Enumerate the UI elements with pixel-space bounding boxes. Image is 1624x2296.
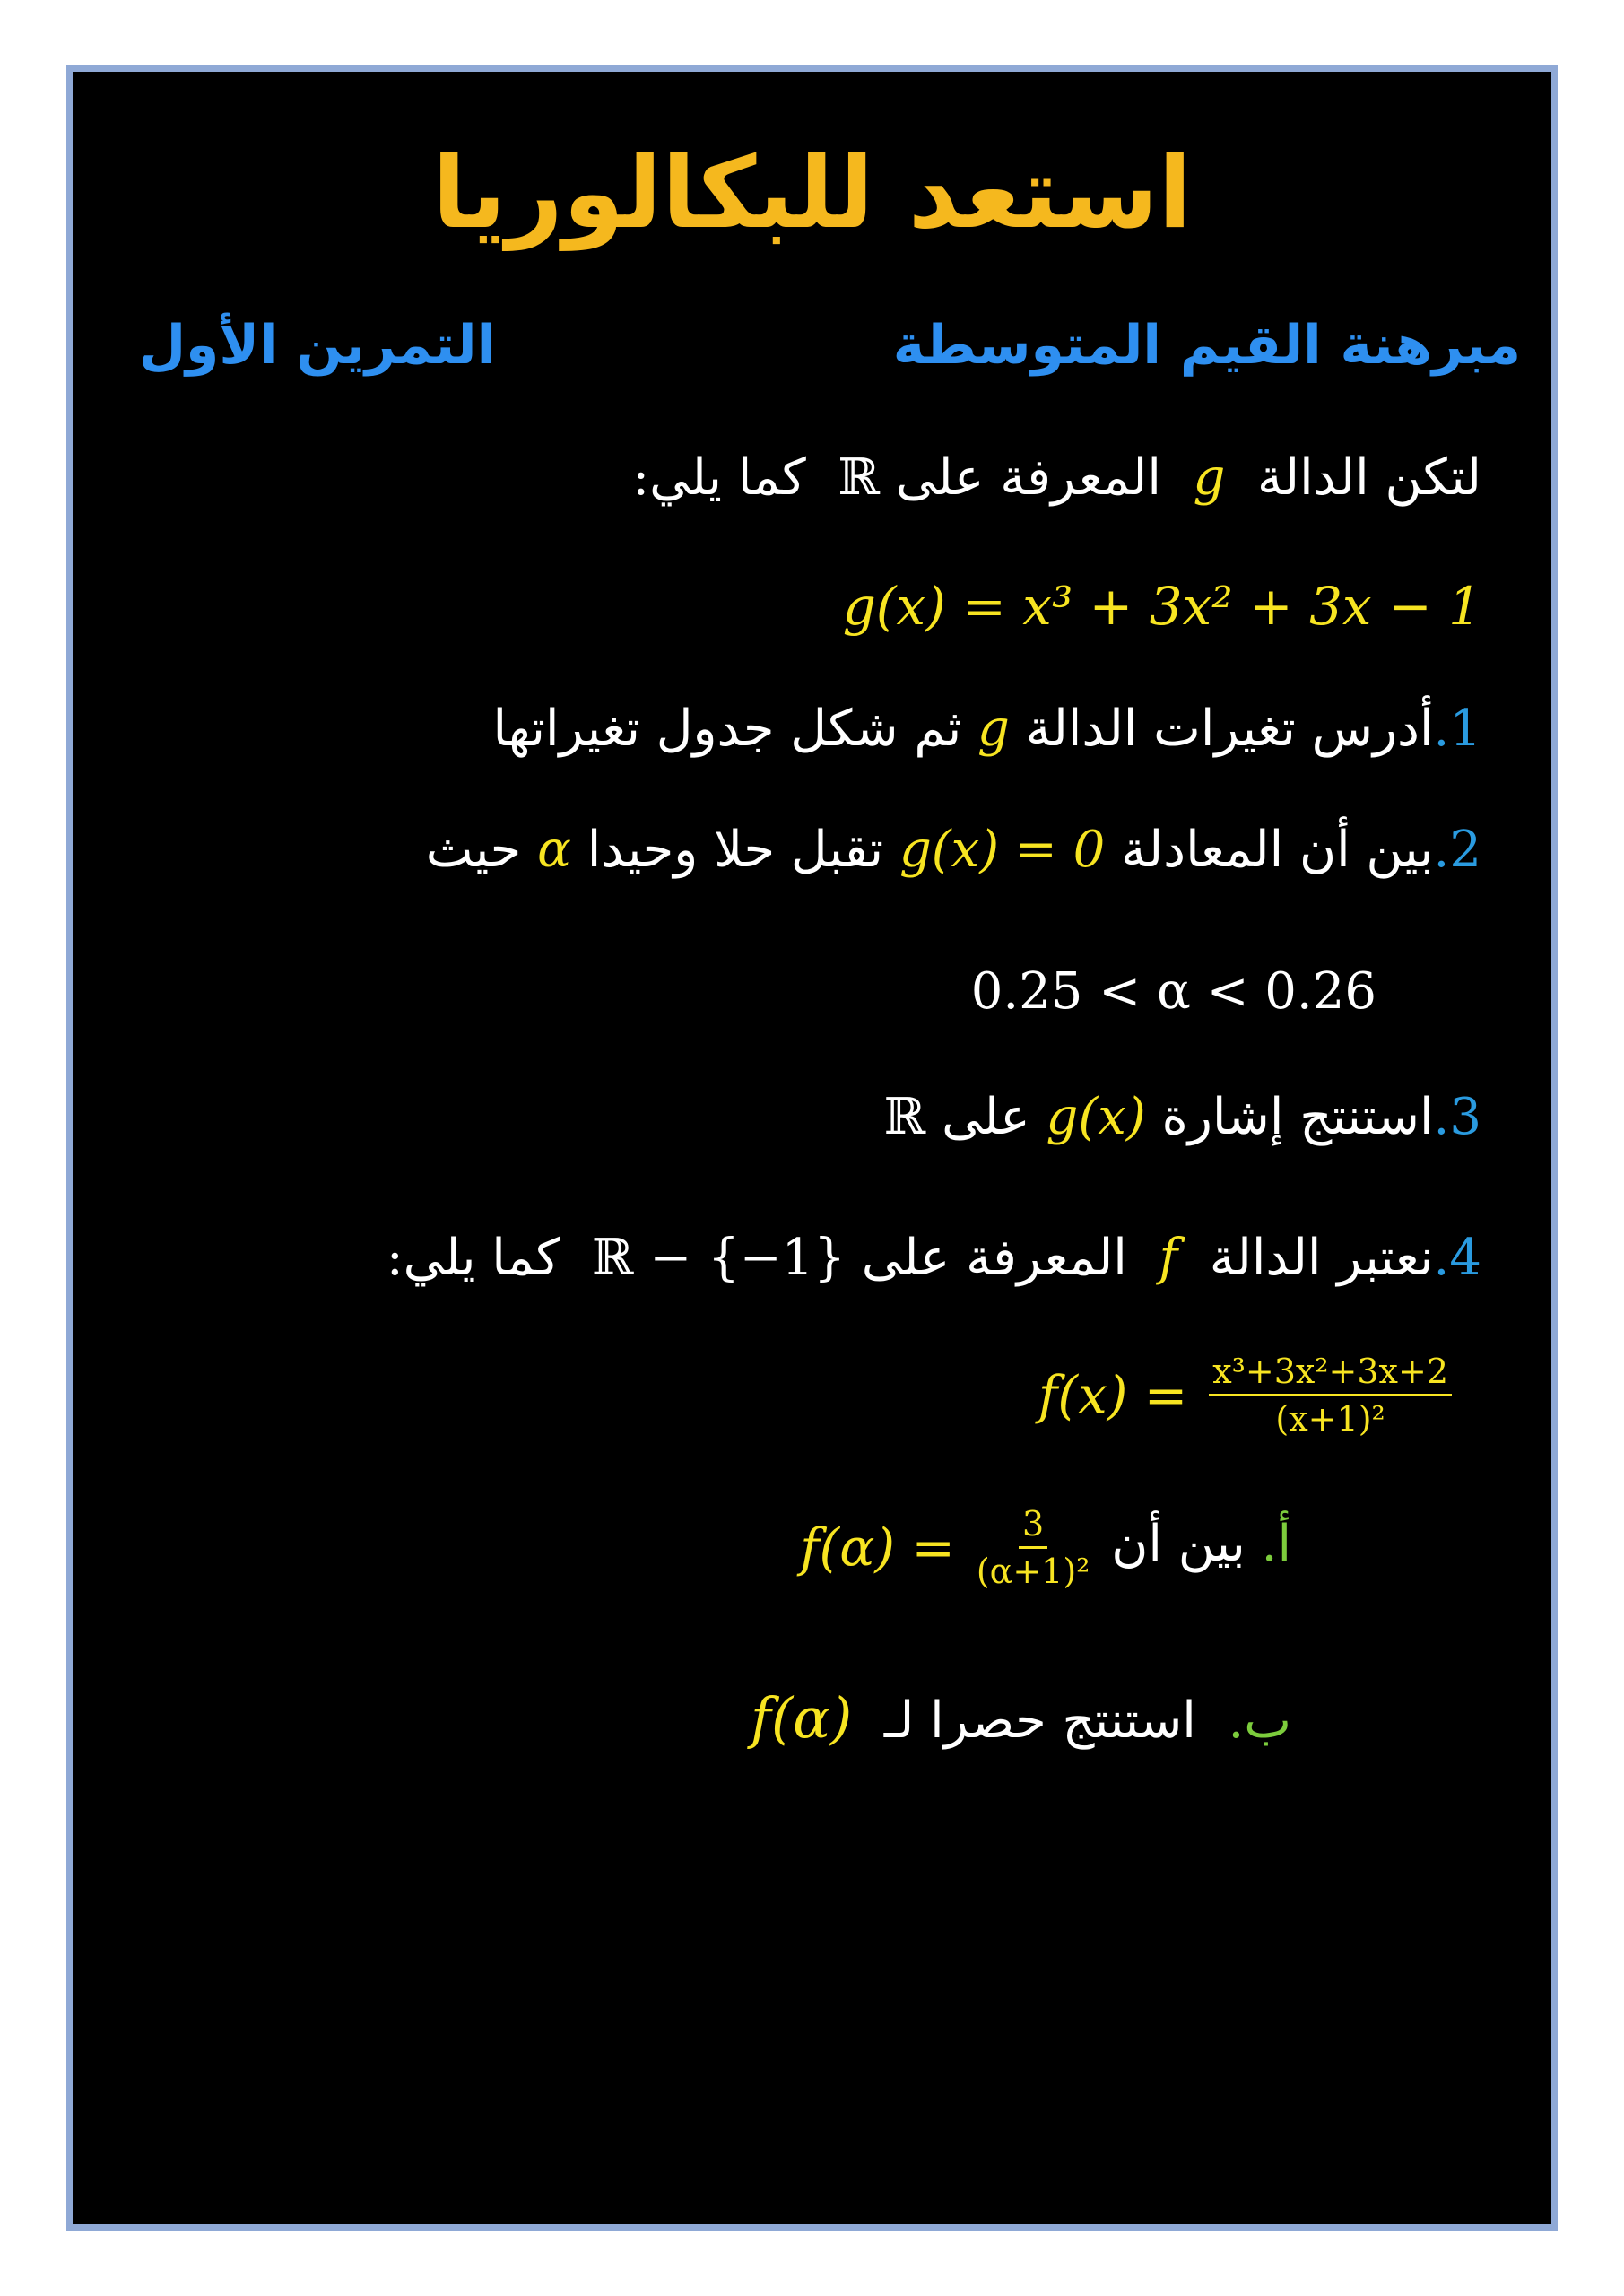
intro-post: كما يلي: — [632, 448, 806, 507]
q2-post: حيث — [425, 821, 522, 879]
q1-number: 1. — [1433, 700, 1481, 758]
qa-denominator: (α+1)² — [976, 1552, 1090, 1591]
f-formula-line — [1038, 1352, 1457, 1439]
f-formula-numerator: x³+3x²+3x+2 — [1209, 1354, 1452, 1396]
q1-post: ثم شكل جدول تغيراتها — [492, 700, 962, 758]
question-a — [800, 1504, 1291, 1591]
qa-formula — [800, 1504, 1095, 1591]
q1-pre: أدرس تغيرات الدالة — [1025, 700, 1434, 758]
exercise-subtitle: التمرين الأول — [139, 314, 496, 377]
qa-numerator: 3 — [1019, 1507, 1047, 1549]
question-4 — [386, 1229, 1481, 1287]
qb-expression: f(α) — [751, 1685, 853, 1751]
page-title: استعد للبكالوريا — [431, 135, 1193, 250]
intro-var: g — [1193, 448, 1226, 507]
qa-text: بين أن — [1111, 1515, 1246, 1573]
qa-lhs: f(α) = — [800, 1517, 956, 1578]
q4-set: ℝ − {−1} — [592, 1229, 846, 1287]
intro-mid: المعرفة على — [895, 448, 1161, 507]
q2-bounds: 0.25 < α < 0.26 — [970, 962, 1376, 1021]
qa-label: أ. — [1261, 1515, 1291, 1573]
q2-equation: g(x) = 0 — [899, 821, 1106, 879]
intro-line — [632, 448, 1481, 507]
q3-set: ℝ — [883, 1088, 926, 1146]
q3-expression: g(x) — [1046, 1088, 1146, 1146]
f-formula-denominator: (x+1)² — [1275, 1399, 1385, 1439]
q4-var: f — [1159, 1229, 1178, 1287]
q2-pre: بين أن المعادلة — [1121, 821, 1434, 879]
q2-var: α — [537, 821, 571, 879]
q4-mid: المعرفة على — [861, 1229, 1127, 1287]
page-frame — [66, 65, 1558, 2231]
q4-number: 4. — [1433, 1229, 1481, 1287]
intro-pre: لتكن الدالة — [1257, 448, 1481, 507]
q2-bounds-line — [970, 962, 1376, 1021]
q3-number: 3. — [1433, 1088, 1481, 1146]
q2-mid: تقبل حلا وحيدا — [586, 821, 884, 879]
q3-mid: على — [942, 1088, 1030, 1146]
intro-set: ℝ — [838, 448, 880, 507]
q2-number: 2. — [1433, 821, 1481, 879]
f-formula-fraction — [1209, 1352, 1452, 1439]
question-2 — [425, 821, 1481, 879]
g-formula: g(x) = x³ + 3x² + 3x − 1 — [842, 576, 1481, 637]
q3-pre: استنتج إشارة — [1161, 1088, 1434, 1146]
question-b — [751, 1685, 1291, 1751]
topic-subtitle: مبرهنة القيم المتوسطة — [892, 314, 1521, 377]
g-formula-line — [842, 576, 1481, 637]
qa-fraction — [976, 1504, 1090, 1591]
q4-pre: نعتبر الدالة — [1209, 1229, 1434, 1287]
q1-var: g — [977, 700, 1010, 758]
f-formula-lhs: f(x) = — [1038, 1364, 1188, 1426]
qb-text: استنتج حصرا لـ — [883, 1692, 1196, 1750]
q4-post: كما يلي: — [386, 1229, 560, 1287]
qb-label: ب. — [1228, 1692, 1291, 1750]
question-1 — [492, 700, 1481, 758]
question-3 — [883, 1088, 1481, 1146]
